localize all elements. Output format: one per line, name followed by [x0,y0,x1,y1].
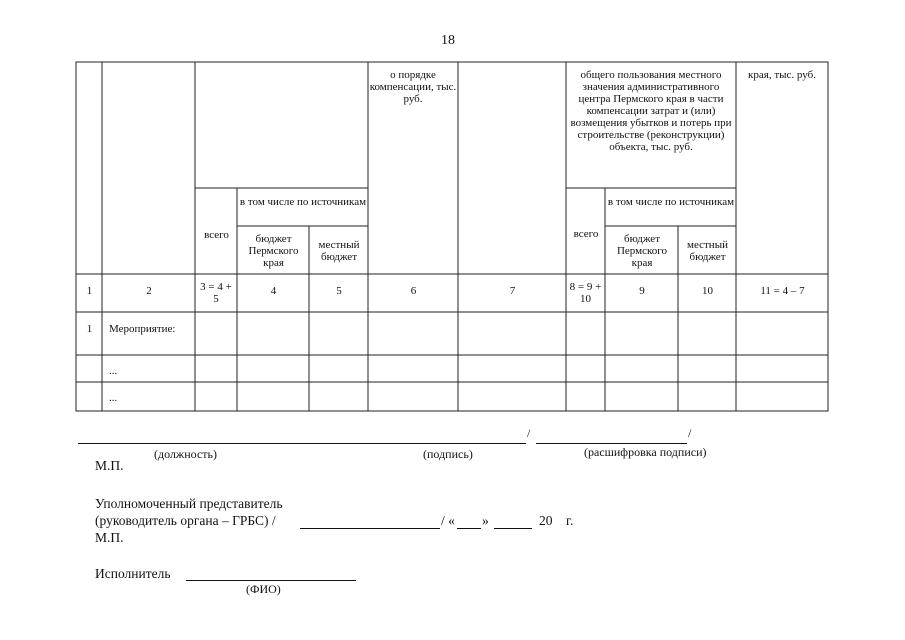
colnum-2: 2 [146,285,152,297]
authorized-representative-title: Уполномоченный представитель [95,496,283,511]
authorized-slash-open: / « [441,513,455,528]
budget-perm-right: бюджет Пермского края [616,233,668,269]
authorized-year: 20 [539,513,553,528]
position-label: (должность) [154,447,217,461]
vsego-right: всего [573,228,599,240]
header-col11: края, тыс. руб. [748,69,816,81]
row1-name: Мероприятие: [109,323,176,335]
header-col6: о порядке компенсации, тыс. руб. [369,69,457,105]
authorized-quote-close: » [482,513,489,528]
header-col8-11-group: общего пользования местного значения административного центра Пермского края в части компенсации затрат и (или) возмещения убытков и потерь при строительстве (реконструкции) объекта, тыс. руб. [570,69,732,153]
colnum-1: 1 [86,285,93,297]
authorized-year-suffix: г. [566,513,574,528]
signature-label: (подпись) [423,447,473,461]
date-month-line [494,528,532,529]
vsego-left: всего [204,229,229,241]
row3-name: ... [109,392,118,404]
colnum-3: 3 = 4 + 5 [200,281,232,305]
decoding-label: (расшифровка подписи) [584,445,707,459]
colnum-8: 8 = 9 + 10 [569,281,602,305]
colnum-7: 7 [509,285,516,297]
authorized-signature-line [300,528,440,529]
authorized-line-prefix: (руководитель органа – ГРБС) / [95,513,276,528]
subgroup-label-right: в том числе по источникам [607,196,735,208]
row1-num: 1 [86,323,93,335]
subgroup-label-left: в том числе по источникам [239,196,367,208]
signature-line-position-signature [78,443,526,444]
signature-slash-2: / [688,426,692,440]
stamp-mark-2: М.П. [95,530,124,545]
budget-local-left: местный бюджет [318,239,360,263]
date-day-line [457,528,481,529]
colnum-9: 9 [639,285,645,297]
signature-slash-1: / [527,426,531,440]
executor-fio-label: (ФИО) [246,582,281,596]
colnum-10: 10 [702,285,713,297]
colnum-5: 5 [336,285,342,297]
signature-line-decoding [536,443,687,444]
colnum-4: 4 [270,285,277,297]
budget-perm-left: бюджет Пермского края [248,233,299,269]
row2-name: ... [109,365,118,377]
page-number: 18 [441,33,455,48]
budget-local-right: местный бюджет [687,239,728,263]
colnum-6: 6 [410,285,417,297]
stamp-mark-1: М.П. [95,458,124,473]
executor-line [186,580,356,581]
colnum-11: 11 = 4 – 7 [760,285,805,297]
executor-label: Исполнитель [95,566,171,581]
